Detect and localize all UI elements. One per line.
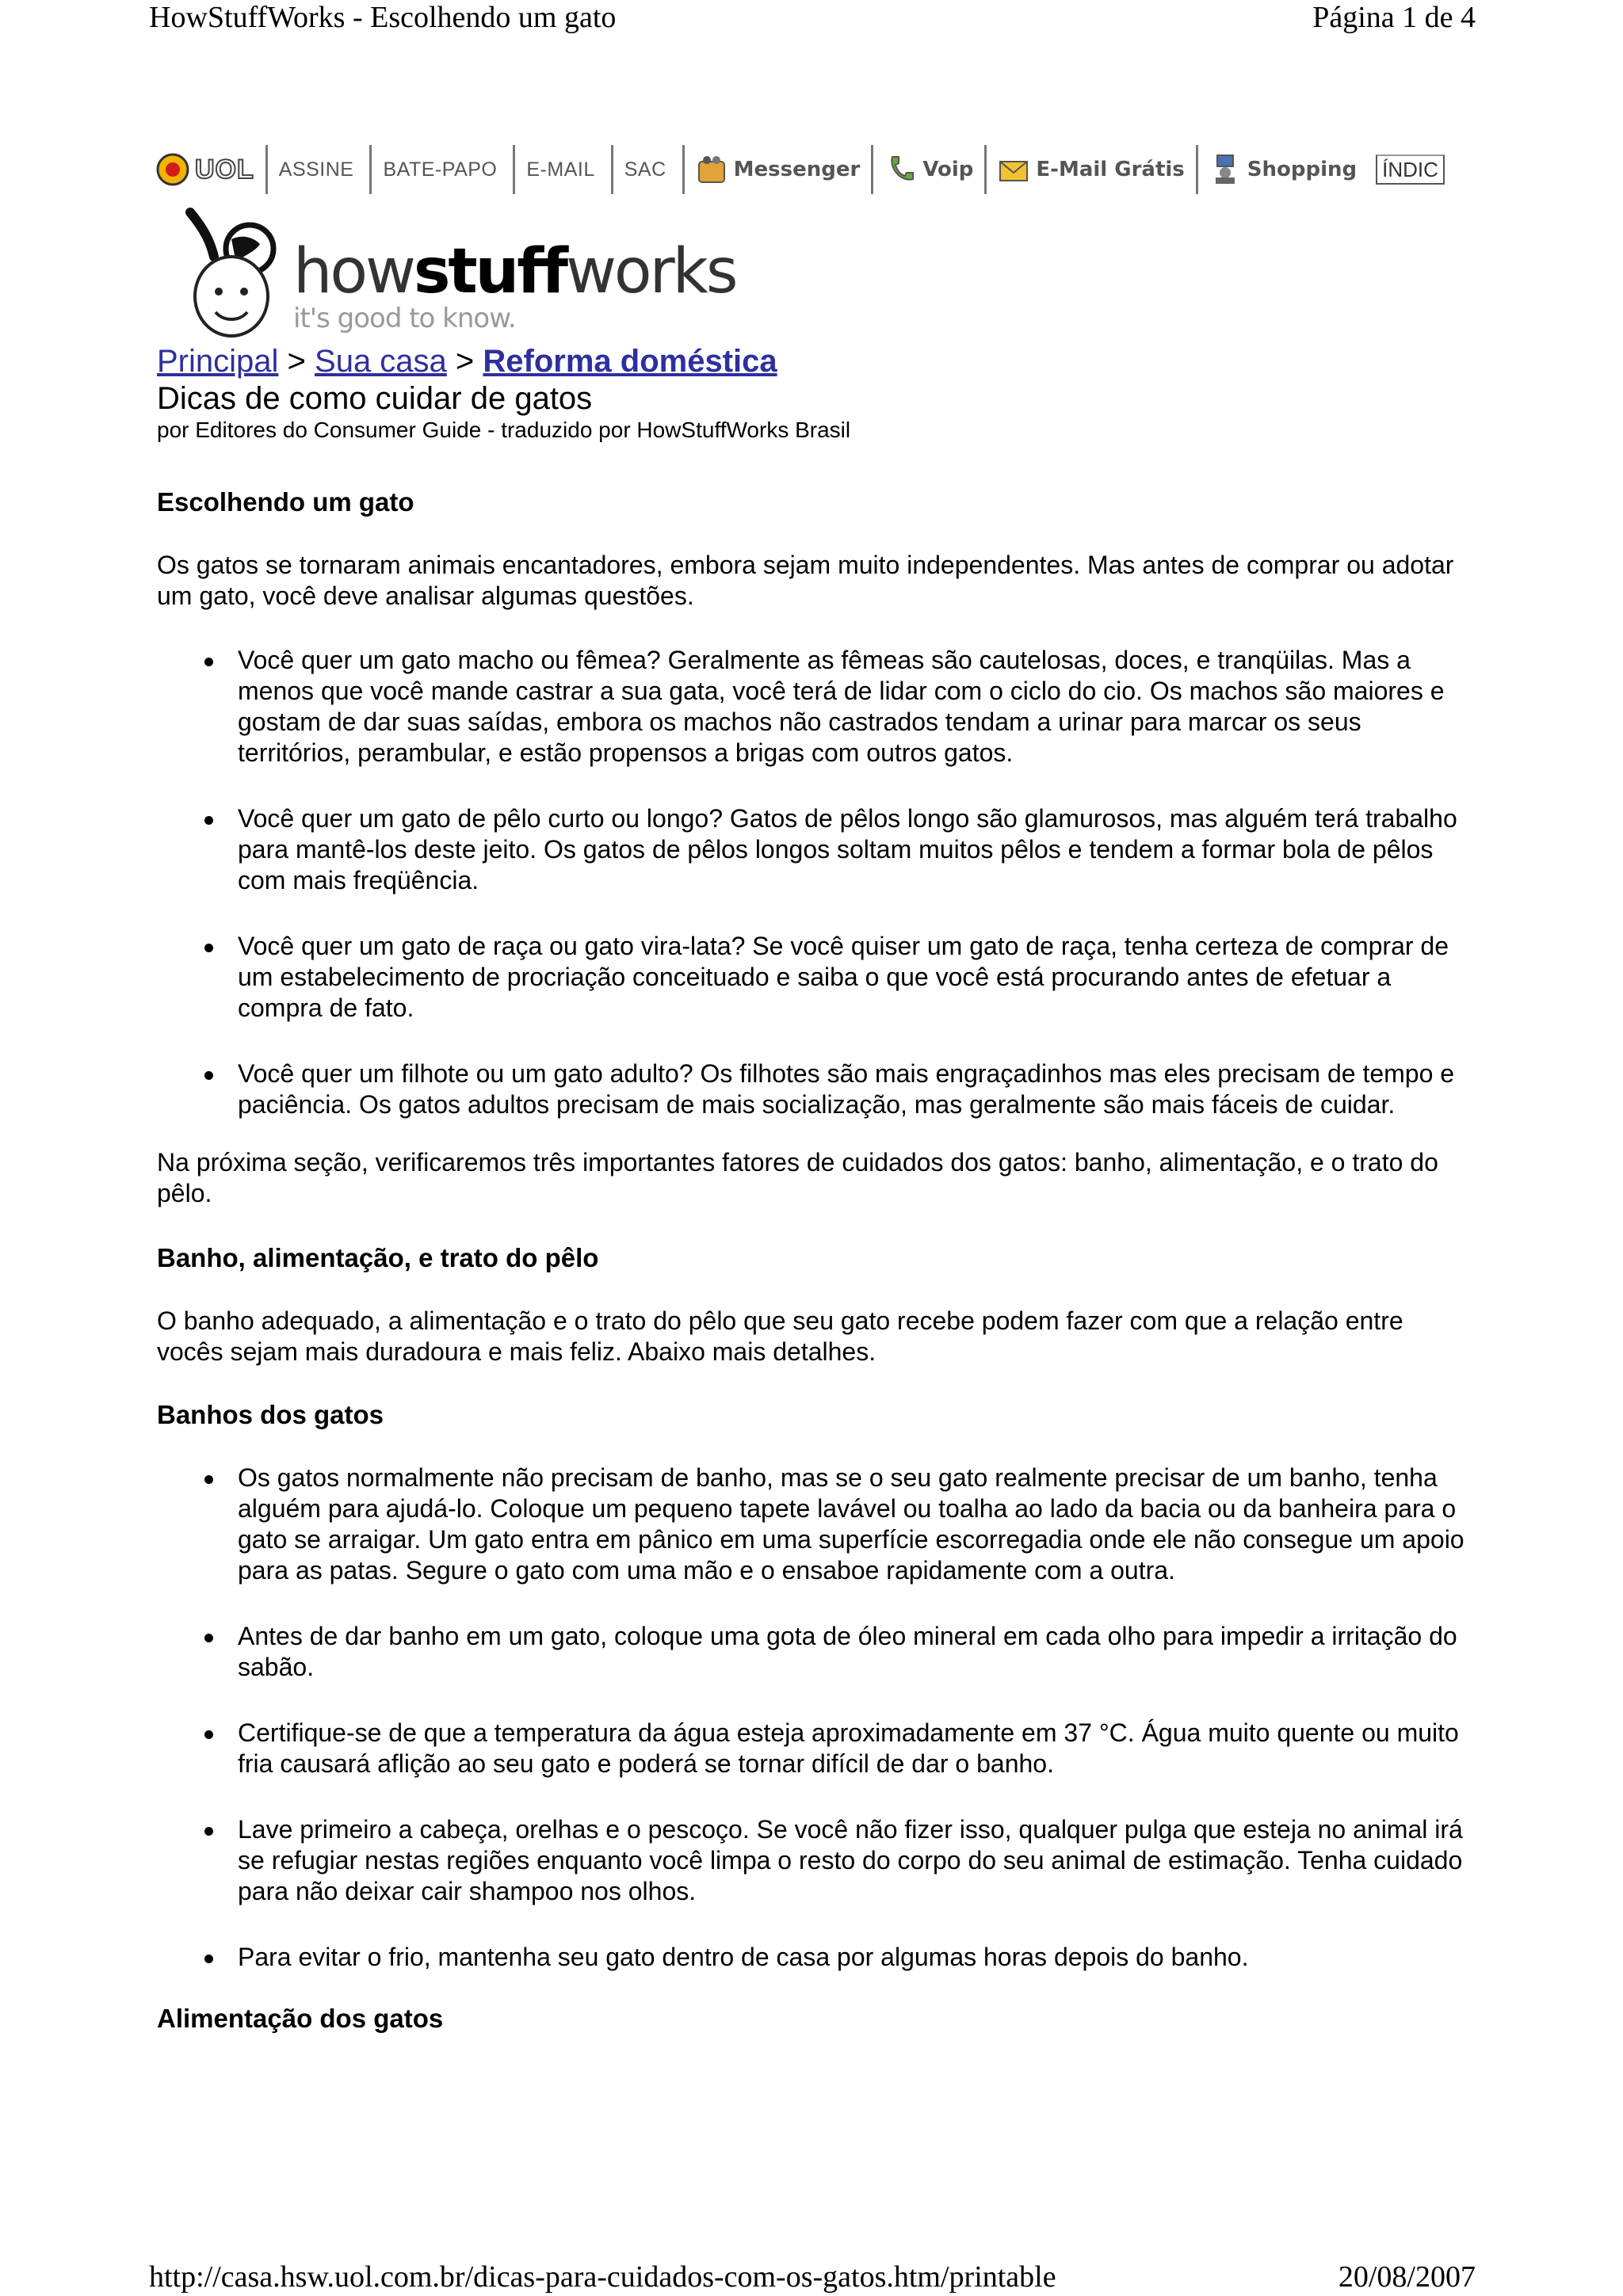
hsw-mascot-icon — [174, 208, 293, 342]
list-item: Você quer um gato macho ou fêmea? Geralmente as fêmeas são cautelosas, doces, e tranqüilas. Mas a menos que você mande castrar a sua gata, você terá de lidar com o ciclo do cio. Os machos são maiores e gostam de dar suas saídas, embora os machos não castrados tendam a urinar para marcar os seus territórios, perambular, e estão propensos a brigas com outros gatos. — [238, 645, 1476, 769]
section-heading-banhos: Banhos dos gatos — [157, 1400, 384, 1429]
messenger-icon — [696, 154, 727, 185]
nav-item-shopping[interactable] — [1209, 154, 1357, 185]
envelope-icon — [998, 154, 1029, 185]
paragraph-intro: Os gatos se tornaram animais encantadores, embora sejam muito independentes. Mas antes de comprar ou adotar um gato, você deve analisar algumas questões. — [157, 551, 1454, 610]
nav-separator — [1196, 145, 1198, 194]
paragraph-banho-intro: O banho adequado, a alimentação e o trato do pêlo que seu gato recebe podem fazer com que a relação entre vocês sejam mais duradoura e mais feliz. Abaixo mais detalhes. — [157, 1306, 1403, 1366]
section-heading-alimentacao: Alimentação dos gatos — [157, 2004, 444, 2033]
print-date: 20/08/2007 — [1338, 2260, 1476, 2294]
phone-icon — [884, 154, 916, 185]
hsw-wordmark: howstuffworks — [293, 236, 736, 307]
uol-logo-text: UOL — [195, 154, 254, 185]
nav-separator — [611, 145, 613, 194]
nav-link-email[interactable]: E-MAIL — [526, 158, 595, 181]
nav-separator — [682, 145, 685, 194]
article-byline: por Editores do Consumer Guide - traduzido por HowStuffWorks Brasil — [157, 418, 851, 442]
print-url: http://casa.hsw.uol.com.br/dicas-para-cuidados-com-os-gatos.htm/printable — [149, 2260, 1056, 2294]
breadcrumb — [157, 342, 1476, 380]
nav-item-label: Voip — [922, 158, 974, 181]
list-item: Para evitar o frio, mantenha seu gato dentro de casa por algumas horas depois do banho. — [238, 1942, 1476, 1973]
breadcrumb-home-link[interactable]: Principal — [157, 344, 279, 379]
breadcrumb-section-link[interactable]: Sua casa — [315, 344, 447, 379]
nav-separator — [984, 145, 987, 194]
list-item: Lave primeiro a cabeça, orelhas e o pescoço. Se você não fizer isso, qualquer pulga que esteja no animal irá se refugiar nestas regiões enquanto você limpa o resto do corpo do seu animal de estimação. Tenha cuidado para não deixar cair shampoo nos olhos. — [238, 1814, 1476, 1907]
print-page-number: Página 1 de 4 — [1312, 1, 1476, 34]
list-item: Certifique-se de que a temperatura da água esteja aproximadamente em 37 °C. Água muito quente ou muito fria causará aflição ao seu gato e poderá se tornar difícil de dar o banho. — [238, 1718, 1476, 1779]
list-item: Você quer um filhote ou um gato adulto? Os filhotes são mais engraçadinhos mas eles precisam de tempo e paciência. Os gatos adultos precisam de mais socialização, mas geralmente são mais fáceis de cuidar. — [238, 1058, 1476, 1120]
list-item: Você quer um gato de pêlo curto ou longo? Gatos de pêlos longo são glamurosos, mas alguém terá trabalho para mantê-los deste jeito. Os gatos de pêlos longos soltam muitos pêlos e tendem a formar bola de pêlos com mais freqüência. — [238, 803, 1476, 896]
howstuffworks-logo[interactable] — [174, 208, 736, 342]
print-footer — [149, 2260, 1476, 2294]
nav-link-assine[interactable]: ASSINE — [278, 158, 354, 181]
list-item: Os gatos normalmente não precisam de banho, mas se o seu gato realmente precisar de um banho, tenha alguém para ajudá-lo. Coloque um pequeno tapete lavável ou toalha ao lado da bacia ou da banheira para o gato se arraigar. Um gato entra em pânico em uma superfície escorregadia onde ele não consegue um apoio para as patas. Segure o gato com uma mão e o ensaboe rapidamente com a outra. — [238, 1463, 1476, 1586]
list-banhos — [157, 1463, 1476, 1973]
breadcrumb-separator: > — [455, 344, 475, 379]
nav-separator — [369, 145, 372, 194]
nav-separator — [513, 145, 515, 194]
nav-item-email-gratis[interactable] — [998, 154, 1184, 185]
article-content — [157, 342, 1476, 2035]
article-title: Dicas de como cuidar de gatos — [157, 381, 593, 416]
nav-separator — [265, 145, 268, 194]
nav-item-label: E-Mail Grátis — [1036, 158, 1185, 181]
list-escolhendo — [157, 645, 1476, 1120]
list-item: Antes de dar banho em um gato, coloque uma gota de óleo mineral em cada olho para impedir a irritação do sabão. — [238, 1621, 1476, 1683]
hsw-tagline: it's good to know. — [293, 303, 516, 334]
uol-nav-bar — [155, 141, 1479, 198]
nav-item-label: Shopping — [1247, 158, 1358, 181]
shopping-icon — [1209, 154, 1241, 185]
breadcrumb-current-link[interactable]: Reforma doméstica — [483, 344, 777, 379]
nav-item-label: Messenger — [733, 158, 861, 181]
paragraph-next-section: Na próxima seção, verificaremos três importantes fatores de cuidados dos gatos: banho, alimentação, e o trato do pêlo. — [157, 1148, 1438, 1207]
breadcrumb-separator: > — [287, 344, 306, 379]
nav-separator — [871, 145, 873, 194]
nav-item-voip[interactable] — [884, 154, 973, 185]
section-heading-banho-alimentacao: Banho, alimentação, e trato do pêlo — [157, 1243, 599, 1272]
uol-logo[interactable] — [155, 152, 254, 187]
nav-link-sac[interactable]: SAC — [624, 158, 666, 181]
nav-item-messenger[interactable] — [696, 154, 861, 185]
section-heading-escolhendo: Escolhendo um gato — [157, 487, 414, 517]
list-item: Você quer um gato de raça ou gato vira-lata? Se você quiser um gato de raça, tenha certeza de comprar de um estabelecimento de procriação conceituado e saiba o que você está procurando antes de efetuar a compra de fato. — [238, 931, 1476, 1024]
nav-indice-button[interactable]: ÍNDIC — [1376, 154, 1445, 185]
uol-sun-icon — [155, 152, 190, 187]
nav-link-bate-papo[interactable]: BATE-PAPO — [383, 158, 498, 181]
print-header — [149, 0, 1476, 35]
print-page-title: HowStuffWorks - Escolhendo um gato — [149, 1, 617, 34]
